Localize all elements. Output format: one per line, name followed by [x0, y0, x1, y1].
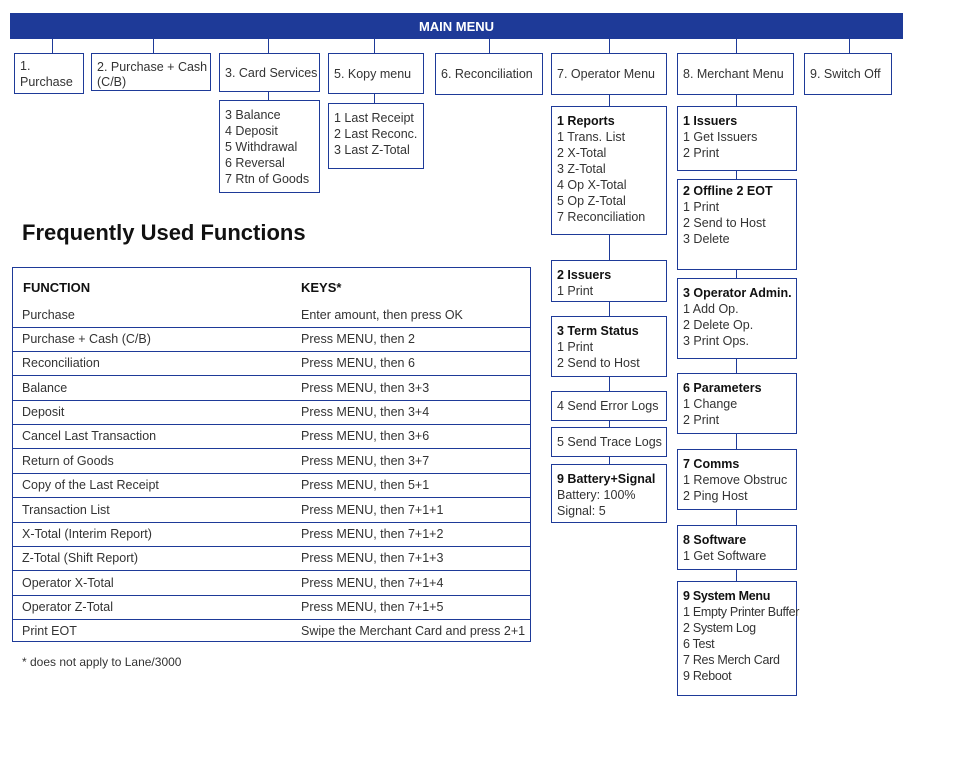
submenu-title: 1 Reports	[557, 114, 615, 128]
keys-cell: Enter amount, then press OK	[301, 308, 463, 322]
menu-item-kopy-menu[interactable]	[328, 53, 424, 94]
operator-term-status-box	[551, 316, 667, 377]
operator-send-trace-logs[interactable]	[551, 427, 667, 457]
column-header-function: FUNCTION	[23, 280, 91, 295]
menu-item-label: 7. Operator Menu	[557, 67, 655, 81]
table-row	[13, 523, 530, 547]
submenu-item[interactable]: 4 Deposit	[225, 124, 278, 138]
merchant-system-menu-box	[677, 581, 800, 696]
functions-table	[12, 267, 531, 642]
menu-item-purchase[interactable]	[14, 53, 84, 94]
submenu-item[interactable]: 6 Test	[683, 637, 715, 651]
battery-status: Battery: 100%	[557, 488, 636, 502]
submenu-item[interactable]: 2 X-Total	[557, 146, 607, 160]
connector-line	[736, 434, 737, 449]
submenu-title: 7 Comms	[683, 457, 740, 471]
main-menu-banner: MAIN MENU	[10, 13, 903, 39]
connector-line	[736, 39, 737, 53]
submenu-item[interactable]: 2 Ping Host	[683, 489, 748, 503]
section-heading: Frequently Used Functions	[22, 220, 306, 245]
submenu-item[interactable]: 7 Res Merch Card	[683, 653, 780, 667]
submenu-item[interactable]: 2 Print	[683, 146, 720, 160]
submenu-item-label: 5 Send Trace Logs	[557, 435, 662, 449]
submenu-item[interactable]: 2 Last Reconc.	[334, 127, 418, 141]
submenu-item[interactable]: 2 Print	[683, 413, 720, 427]
submenu-item[interactable]: 5 Op Z-Total	[557, 194, 626, 208]
submenu-title: 8 Software	[683, 533, 747, 547]
connector-line	[268, 39, 269, 53]
submenu-item[interactable]: 1 Print	[683, 200, 720, 214]
connector-line	[489, 39, 490, 53]
connector-line	[736, 171, 737, 179]
keys-cell: Press MENU, then 7+1+2	[301, 527, 444, 541]
submenu-item[interactable]: 2 Delete Op.	[683, 318, 754, 332]
table-row	[13, 450, 530, 474]
menu-item-label: 6. Reconciliation	[441, 67, 533, 81]
keys-cell: Press MENU, then 2	[301, 332, 415, 346]
menu-item-merchant-menu[interactable]	[677, 53, 794, 95]
submenu-item[interactable]: 1 Remove Obstruc	[683, 473, 788, 487]
submenu-item[interactable]: 1 Add Op.	[683, 302, 739, 316]
function-cell: Balance	[22, 381, 68, 395]
submenu-item[interactable]: 1 Last Receipt	[334, 111, 414, 125]
column-header-keys: KEYS*	[301, 280, 342, 295]
submenu-item[interactable]: 7 Reconciliation	[557, 210, 646, 224]
menu-item-label: 2. Purchase + Cash (C/B)	[97, 60, 208, 89]
row-divider	[13, 497, 530, 498]
table-row	[13, 474, 530, 498]
connector-line	[374, 39, 375, 53]
submenu-item[interactable]: 7 Rtn of Goods	[225, 172, 310, 186]
function-cell: Transaction List	[22, 503, 110, 517]
operator-send-error-logs[interactable]	[551, 391, 667, 421]
function-cell: Operator Z-Total	[22, 600, 114, 614]
submenu-item[interactable]: 2 Send to Host	[683, 216, 766, 230]
keys-cell: Press MENU, then 7+1+3	[301, 551, 444, 565]
submenu-title: 2 Issuers	[557, 268, 612, 282]
connector-line	[609, 457, 610, 464]
function-cell: Purchase + Cash (C/B)	[22, 332, 151, 346]
submenu-item[interactable]: 3 Balance	[225, 108, 281, 122]
table-row	[13, 328, 530, 352]
submenu-title: 2 Offline 2 EOT	[683, 184, 773, 198]
menu-item-label: 8. Merchant Menu	[683, 67, 784, 81]
keys-cell: Press MENU, then 7+1+5	[301, 600, 444, 614]
menu-item-operator-menu[interactable]	[551, 53, 667, 95]
table-row	[13, 547, 530, 571]
submenu-item[interactable]: 1 Change	[683, 397, 738, 411]
submenu-item[interactable]: 1 Trans. List	[557, 130, 626, 144]
table-row	[13, 401, 530, 425]
menu-item-switch-off[interactable]	[804, 53, 892, 95]
connector-line	[849, 39, 850, 53]
keys-cell: Swipe the Merchant Card and press 2+1	[301, 624, 526, 638]
function-cell: Reconciliation	[22, 356, 100, 370]
connector-line	[736, 270, 737, 278]
menu-item-purchase-cash[interactable]	[91, 53, 211, 91]
submenu-item[interactable]: 1 Empty Printer Buffer	[683, 605, 800, 619]
function-cell: Operator X-Total	[22, 576, 114, 590]
table-row	[13, 499, 530, 523]
connector-line	[609, 377, 610, 391]
submenu-item[interactable]: 4 Op X-Total	[557, 178, 627, 192]
menu-item-label: 5. Kopy menu	[334, 66, 412, 81]
connector-line	[609, 302, 610, 316]
function-cell: Purchase	[22, 308, 75, 322]
table-row	[13, 572, 530, 596]
connector-line	[609, 39, 610, 53]
submenu-item[interactable]: 2 Send to Host	[557, 356, 640, 370]
connector-line	[374, 94, 375, 103]
merchant-issuers-box	[677, 106, 797, 171]
submenu-title: 3 Operator Admin.	[683, 286, 792, 300]
signal-status: Signal: 5	[557, 504, 606, 518]
connector-line	[268, 92, 269, 100]
keys-cell: Press MENU, then 3+3	[301, 381, 430, 395]
keys-cell: Press MENU, then 3+6	[301, 429, 430, 443]
submenu-item[interactable]: 2 System Log	[683, 621, 756, 635]
table-row	[13, 377, 530, 401]
submenu-item[interactable]: 6 Reversal	[225, 156, 285, 170]
menu-item-reconciliation[interactable]	[435, 53, 543, 95]
submenu-title: 9 System Menu	[683, 589, 771, 603]
table-row	[13, 596, 530, 620]
connector-line	[736, 510, 737, 525]
submenu-title: 3 Term Status	[557, 324, 639, 338]
row-divider	[13, 570, 530, 571]
function-cell: Copy of the Last Receipt	[22, 478, 159, 492]
operator-issuers-box	[551, 260, 667, 302]
merchant-offline-eot-box	[677, 179, 797, 270]
submenu-item[interactable]: 1 Get Issuers	[683, 130, 758, 144]
submenu-item[interactable]: 9 Reboot	[683, 669, 732, 683]
row-divider	[13, 448, 530, 449]
submenu-item[interactable]: 3 Print Ops.	[683, 334, 749, 348]
submenu-title: 9 Battery+Signal	[557, 472, 656, 486]
submenu-item[interactable]: 1 Print	[557, 284, 594, 298]
menu-item-label: 9. Switch Off	[810, 67, 881, 81]
function-cell: Cancel Last Transaction	[22, 429, 157, 443]
connector-line	[153, 39, 154, 53]
keys-cell: Press MENU, then 7+1+1	[301, 503, 444, 517]
connector-line	[609, 235, 610, 260]
merchant-operator-admin-box	[677, 278, 797, 359]
submenu-item[interactable]: 3 Last Z-Total	[334, 143, 410, 157]
function-cell: X-Total (Interim Report)	[22, 527, 152, 541]
connector-line	[52, 39, 53, 53]
function-cell: Return of Goods	[22, 454, 114, 468]
menu-item-card-services[interactable]	[219, 53, 320, 92]
function-cell: Z-Total (Shift Report)	[22, 551, 139, 565]
keys-cell: Press MENU, then 3+7	[301, 454, 430, 468]
submenu-title: 1 Issuers	[683, 114, 738, 128]
submenu-item[interactable]: 1 Get Software	[683, 549, 767, 563]
kopy-submenu	[328, 103, 424, 169]
submenu-item[interactable]: 5 Withdrawal	[225, 140, 298, 154]
menu-item-label: 1. Purchase	[20, 58, 73, 89]
connector-line	[736, 570, 737, 581]
merchant-comms-box	[677, 449, 797, 510]
table-row	[13, 304, 530, 328]
merchant-parameters-box	[677, 373, 797, 434]
function-cell: Print EOT	[22, 624, 77, 638]
keys-cell: Press MENU, then 7+1+4	[301, 576, 444, 590]
keys-cell: Press MENU, then 5+1	[301, 478, 430, 492]
connector-line	[736, 95, 737, 106]
card-services-submenu	[219, 100, 320, 193]
submenu-item[interactable]: 3 Z-Total	[557, 162, 606, 176]
keys-cell: Press MENU, then 3+4	[301, 405, 430, 419]
connector-line	[736, 359, 737, 373]
table-row	[13, 425, 530, 449]
connector-line	[609, 95, 610, 106]
operator-reports-box	[551, 106, 667, 235]
submenu-item-label: 4 Send Error Logs	[557, 399, 659, 413]
merchant-software-box	[677, 525, 797, 570]
submenu-item[interactable]: 1 Print	[557, 340, 594, 354]
function-cell: Deposit	[22, 405, 65, 419]
footnote: * does not apply to Lane/3000	[22, 655, 182, 669]
keys-cell: Press MENU, then 6	[301, 356, 415, 370]
row-divider	[13, 375, 530, 376]
operator-battery-signal-box	[551, 464, 667, 523]
submenu-title: 6 Parameters	[683, 381, 762, 395]
submenu-item[interactable]: 3 Delete	[683, 232, 730, 246]
menu-item-label: 3. Card Services	[225, 65, 318, 80]
table-row	[13, 620, 530, 644]
table-row	[13, 352, 530, 376]
